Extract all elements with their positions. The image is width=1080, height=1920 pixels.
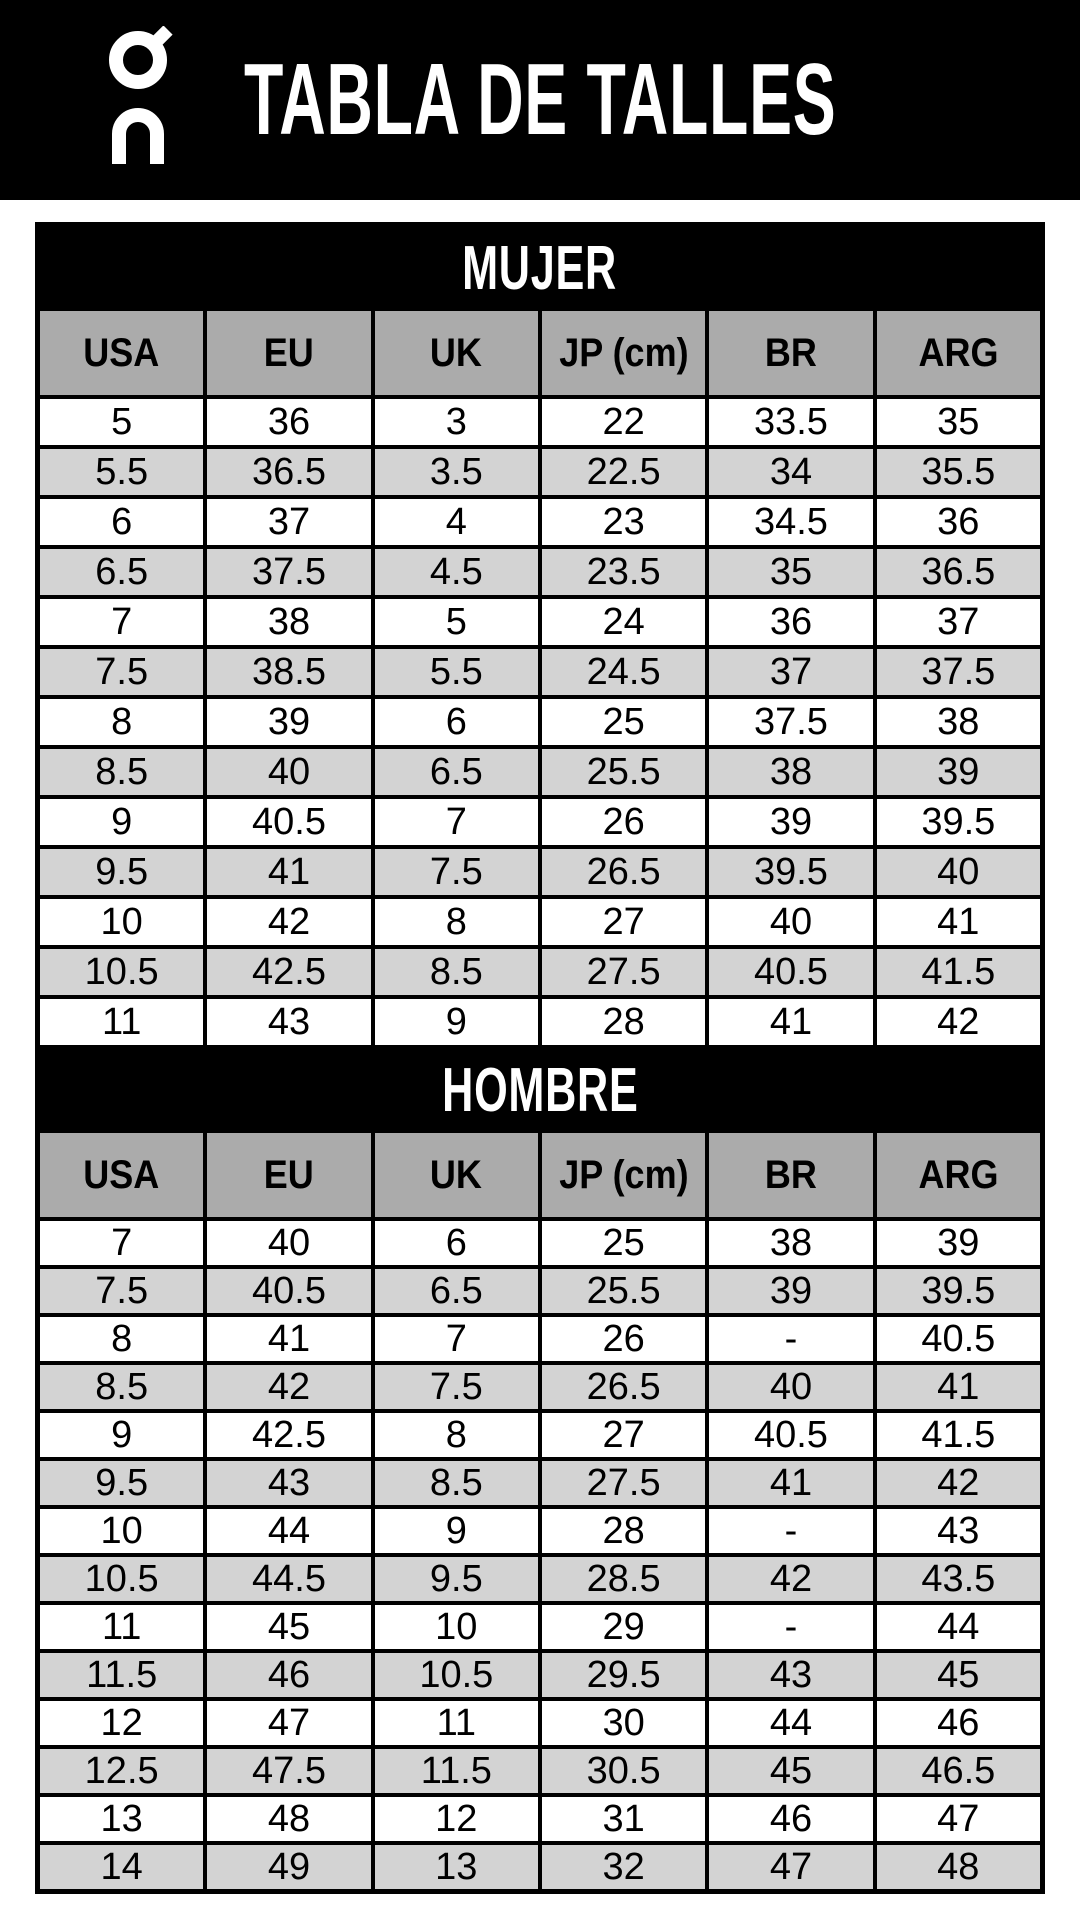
size-cell: 40	[205, 747, 372, 797]
size-cell: 36.5	[205, 447, 372, 497]
size-cell: 13	[373, 1843, 540, 1891]
size-cell: -	[707, 1603, 874, 1651]
size-cell: 26.5	[540, 1363, 707, 1411]
size-cell: -	[707, 1507, 874, 1555]
column-header-jpcm	[540, 1131, 707, 1219]
table-row	[38, 1603, 1042, 1651]
size-cell: 47	[205, 1699, 372, 1747]
size-cell: 12	[38, 1699, 205, 1747]
size-cell: 8.5	[373, 1459, 540, 1507]
size-cell: 7.5	[38, 1267, 205, 1315]
size-cell: 48	[205, 1795, 372, 1843]
size-cell: 29	[540, 1603, 707, 1651]
size-cell: 10.5	[373, 1651, 540, 1699]
size-cell: 43	[875, 1507, 1042, 1555]
size-cell: 42	[707, 1555, 874, 1603]
size-cell: 39	[875, 747, 1042, 797]
size-cell: 24	[540, 597, 707, 647]
size-cell: 40	[707, 897, 874, 947]
size-cell: 28.5	[540, 1555, 707, 1603]
size-cell: 7.5	[373, 847, 540, 897]
table-row	[38, 847, 1042, 897]
size-cell: 40	[707, 1363, 874, 1411]
table-row	[38, 1651, 1042, 1699]
section-title-bar-mujer	[38, 225, 1042, 309]
size-cell: 40.5	[205, 1267, 372, 1315]
column-header-arg	[875, 1131, 1042, 1219]
size-cell: 44	[205, 1507, 372, 1555]
size-cell: 25.5	[540, 747, 707, 797]
size-cell: 29.5	[540, 1651, 707, 1699]
column-header-label: BR	[764, 1152, 817, 1197]
size-cell: 4.5	[373, 547, 540, 597]
size-cell: 4	[373, 497, 540, 547]
size-cell: 9	[38, 1411, 205, 1459]
table-row	[38, 897, 1042, 947]
size-cell: 32	[540, 1843, 707, 1891]
size-cell: 37.5	[875, 647, 1042, 697]
size-cell: 9.5	[38, 847, 205, 897]
table-row	[38, 997, 1042, 1047]
table-row	[38, 1219, 1042, 1267]
size-cell: 11	[38, 997, 205, 1047]
size-cell: 24.5	[540, 647, 707, 697]
size-cell: 40	[205, 1219, 372, 1267]
size-cell: 35.5	[875, 447, 1042, 497]
size-cell: 39.5	[875, 797, 1042, 847]
size-cell: 43	[205, 1459, 372, 1507]
size-cell: 39.5	[875, 1267, 1042, 1315]
size-cell: 5.5	[373, 647, 540, 697]
size-cell: 37	[707, 647, 874, 697]
size-cell: 47.5	[205, 1747, 372, 1795]
size-cell: 39	[707, 797, 874, 847]
size-cell: 8.5	[38, 747, 205, 797]
size-cell: 39	[205, 697, 372, 747]
size-cell: 41	[205, 1315, 372, 1363]
size-cell: 33.5	[707, 397, 874, 447]
size-cell: 46	[707, 1795, 874, 1843]
size-cell: 26.5	[540, 847, 707, 897]
size-cell: 26	[540, 1315, 707, 1363]
column-header-jpcm	[540, 309, 707, 397]
size-cell: 41.5	[875, 947, 1042, 997]
size-cell: 8	[38, 1315, 205, 1363]
column-header-label: JP (cm)	[558, 1152, 689, 1197]
size-cell: 9.5	[373, 1555, 540, 1603]
table-row	[38, 397, 1042, 447]
size-cell: 41.5	[875, 1411, 1042, 1459]
column-header-label: ARG	[918, 1152, 999, 1197]
size-cell: 7	[38, 1219, 205, 1267]
banner	[0, 0, 1080, 200]
size-cell: 41	[707, 997, 874, 1047]
size-cell: 41	[875, 1363, 1042, 1411]
size-cell: 8	[373, 1411, 540, 1459]
size-cell: 43	[205, 997, 372, 1047]
size-cell: 42	[875, 1459, 1042, 1507]
size-cell: 7	[373, 1315, 540, 1363]
size-cell: 6	[373, 697, 540, 747]
size-cell: 9	[373, 997, 540, 1047]
table-row	[38, 497, 1042, 547]
column-header-label: ARG	[918, 330, 999, 375]
table-row	[38, 1747, 1042, 1795]
size-cell: 7	[373, 797, 540, 847]
column-header-eu	[205, 309, 372, 397]
column-header-usa	[38, 1131, 205, 1219]
size-cell: 11.5	[38, 1651, 205, 1699]
size-cell: 37	[205, 497, 372, 547]
size-cell: 48	[875, 1843, 1042, 1891]
size-cell: 40.5	[707, 1411, 874, 1459]
table-row	[38, 647, 1042, 697]
size-cell: 40.5	[205, 797, 372, 847]
column-header-label: USA	[83, 330, 160, 375]
section-mujer	[38, 225, 1042, 1047]
size-cell: 47	[875, 1795, 1042, 1843]
size-cell: 40	[875, 847, 1042, 897]
size-cell: 45	[875, 1651, 1042, 1699]
table-row	[38, 1459, 1042, 1507]
column-header-label: UK	[430, 330, 483, 375]
size-cell: 39	[707, 1267, 874, 1315]
size-cell: 27.5	[540, 1459, 707, 1507]
size-cell: 36.5	[875, 547, 1042, 597]
size-cell: 35	[707, 547, 874, 597]
column-header-uk	[373, 309, 540, 397]
table-row	[38, 547, 1042, 597]
size-cell: 38	[707, 1219, 874, 1267]
table-row	[38, 1795, 1042, 1843]
column-header-label: EU	[263, 1152, 315, 1197]
size-cell: 30	[540, 1699, 707, 1747]
size-cell: 28	[540, 997, 707, 1047]
size-cell: 34.5	[707, 497, 874, 547]
size-cell: 8	[38, 697, 205, 747]
size-cell: 12	[373, 1795, 540, 1843]
size-cell: 11	[373, 1699, 540, 1747]
size-cell: 41	[875, 897, 1042, 947]
chart-frame	[35, 222, 1045, 1894]
size-cell: 42	[875, 997, 1042, 1047]
size-cell: 44	[707, 1699, 874, 1747]
size-cell: 49	[205, 1843, 372, 1891]
table-row	[38, 797, 1042, 847]
size-cell: 5	[38, 397, 205, 447]
size-cell: 11	[38, 1603, 205, 1651]
size-cell: 5	[373, 597, 540, 647]
table-row	[38, 1363, 1042, 1411]
size-cell: 10.5	[38, 1555, 205, 1603]
column-header-label: UK	[430, 1152, 483, 1197]
size-cell: 44	[875, 1603, 1042, 1651]
size-cell: 44.5	[205, 1555, 372, 1603]
size-cell: 3.5	[373, 447, 540, 497]
column-header-br	[707, 1131, 874, 1219]
size-cell: 45	[707, 1747, 874, 1795]
size-cell: 8.5	[38, 1363, 205, 1411]
size-cell: 41	[707, 1459, 874, 1507]
size-cell: 12.5	[38, 1747, 205, 1795]
size-cell: 36	[707, 597, 874, 647]
size-table-mujer	[38, 309, 1042, 1047]
size-cell: 37.5	[707, 697, 874, 747]
size-cell: 38.5	[205, 647, 372, 697]
column-header-label: JP (cm)	[558, 330, 689, 375]
size-cell: 3	[373, 397, 540, 447]
size-cell: 8	[373, 897, 540, 947]
size-cell: 37.5	[205, 547, 372, 597]
size-cell: 45	[205, 1603, 372, 1651]
size-cell: 6.5	[373, 1267, 540, 1315]
section-title-mujer: MUJER	[462, 232, 618, 302]
size-cell: 6.5	[38, 547, 205, 597]
size-cell: 6	[38, 497, 205, 547]
size-cell: 40.5	[707, 947, 874, 997]
table-row	[38, 1411, 1042, 1459]
section-hombre	[38, 1047, 1042, 1891]
table-row	[38, 1315, 1042, 1363]
size-cell: 27	[540, 1411, 707, 1459]
column-header-br	[707, 309, 874, 397]
size-cell: 43	[707, 1651, 874, 1699]
size-cell: 42.5	[205, 947, 372, 997]
size-cell: 10	[38, 1507, 205, 1555]
size-cell: 37	[875, 597, 1042, 647]
size-cell: 23	[540, 497, 707, 547]
size-cell: 7.5	[373, 1363, 540, 1411]
size-cell: 47	[707, 1843, 874, 1891]
size-cell: 30.5	[540, 1747, 707, 1795]
size-cell: 41	[205, 847, 372, 897]
column-header-eu	[205, 1131, 372, 1219]
size-cell: 9	[38, 797, 205, 847]
size-cell: 46	[875, 1699, 1042, 1747]
size-cell: 10.5	[38, 947, 205, 997]
table-row	[38, 1507, 1042, 1555]
table-row	[38, 1555, 1042, 1603]
column-header-label: USA	[83, 1152, 160, 1197]
size-cell: 36	[875, 497, 1042, 547]
column-header-uk	[373, 1131, 540, 1219]
table-row	[38, 697, 1042, 747]
table-row	[38, 947, 1042, 997]
size-cell: 43.5	[875, 1555, 1042, 1603]
size-cell: 42	[205, 1363, 372, 1411]
size-cell: 39.5	[707, 847, 874, 897]
table-row	[38, 597, 1042, 647]
size-cell: 28	[540, 1507, 707, 1555]
size-cell: 14	[38, 1843, 205, 1891]
size-cell: 8.5	[373, 947, 540, 997]
size-cell: 9.5	[38, 1459, 205, 1507]
size-cell: 10	[38, 897, 205, 947]
size-cell: 38	[205, 597, 372, 647]
size-cell: 35	[875, 397, 1042, 447]
size-cell: 39	[875, 1219, 1042, 1267]
size-cell: 42.5	[205, 1411, 372, 1459]
size-cell: 46.5	[875, 1747, 1042, 1795]
size-cell: 7	[38, 597, 205, 647]
column-header-row	[38, 1131, 1042, 1219]
table-row	[38, 1699, 1042, 1747]
size-cell: 31	[540, 1795, 707, 1843]
size-cell: 22.5	[540, 447, 707, 497]
size-cell: 27	[540, 897, 707, 947]
size-cell: 40.5	[875, 1315, 1042, 1363]
size-cell: 38	[875, 697, 1042, 747]
size-cell: 6	[373, 1219, 540, 1267]
size-cell: 46	[205, 1651, 372, 1699]
banner-title-row	[0, 0, 1080, 200]
size-cell: 25.5	[540, 1267, 707, 1315]
size-cell: 9	[373, 1507, 540, 1555]
column-header-usa	[38, 309, 205, 397]
column-header-label: EU	[263, 330, 315, 375]
table-row	[38, 447, 1042, 497]
section-title-bar-hombre	[38, 1047, 1042, 1131]
size-cell: 10	[373, 1603, 540, 1651]
column-header-row	[38, 309, 1042, 397]
size-cell: 6.5	[373, 747, 540, 797]
table-row	[38, 1843, 1042, 1891]
size-table-hombre	[38, 1131, 1042, 1891]
table-row	[38, 747, 1042, 797]
size-cell: 25	[540, 1219, 707, 1267]
table-row	[38, 1267, 1042, 1315]
section-title-hombre: HOMBRE	[441, 1054, 639, 1124]
size-cell: 13	[38, 1795, 205, 1843]
column-header-label: BR	[764, 330, 817, 375]
size-cell: 5.5	[38, 447, 205, 497]
size-chart	[0, 200, 1080, 1894]
size-cell: -	[707, 1315, 874, 1363]
size-cell: 23.5	[540, 547, 707, 597]
size-cell: 26	[540, 797, 707, 847]
size-cell: 42	[205, 897, 372, 947]
size-cell: 36	[205, 397, 372, 447]
page-title: TABLA DE TALLES	[243, 43, 837, 156]
column-header-arg	[875, 309, 1042, 397]
size-cell: 27.5	[540, 947, 707, 997]
size-cell: 22	[540, 397, 707, 447]
size-cell: 34	[707, 447, 874, 497]
size-cell: 38	[707, 747, 874, 797]
size-cell: 11.5	[373, 1747, 540, 1795]
size-cell: 25	[540, 697, 707, 747]
size-cell: 7.5	[38, 647, 205, 697]
